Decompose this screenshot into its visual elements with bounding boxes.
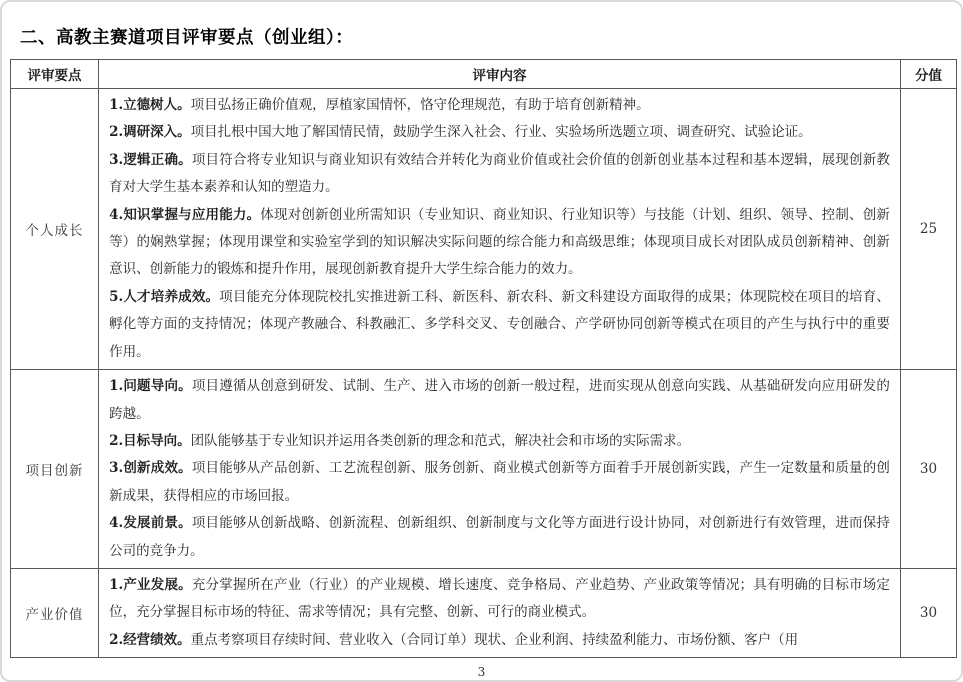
criteria-item-lead: 2.调研深入。 — [109, 124, 191, 141]
criteria-item-lead: 1.产业发展。 — [109, 577, 192, 594]
review-criteria-table — [10, 59, 957, 658]
criteria-item-lead: 4.发展前景。 — [109, 515, 192, 532]
table-header-row — [11, 60, 957, 89]
criteria-item-lead: 4.知识掌握与应用能力。 — [109, 206, 261, 223]
header-score: 分值 — [900, 60, 956, 89]
criteria-item-text: 重点考察项目存续时间、营业收入（合同订单）现状、企业利润、持续盈利能力、市场份额、客户（用 — [190, 631, 799, 648]
criteria-item — [109, 119, 890, 146]
criteria-item — [109, 455, 890, 510]
criteria-item-lead: 5.人才培养成效。 — [109, 288, 220, 305]
criteria-item — [109, 627, 890, 654]
criteria-item-lead: 2.经营绩效。 — [109, 631, 191, 648]
header-criteria: 评审要点 — [11, 60, 99, 89]
criteria-item-text: 项目扎根中国大地了解国情民情，鼓励学生深入社会、行业、实验场所选题立项、调查研究、试验论证。 — [190, 124, 812, 141]
criteria-item-lead: 2.目标导向。 — [109, 432, 191, 449]
criteria-content-cell — [99, 89, 901, 370]
page-number: 3 — [477, 665, 486, 680]
category-label: 项目创新 — [11, 370, 99, 569]
criteria-item-lead: 3.逻辑正确。 — [109, 151, 192, 168]
criteria-item-text: 项目遵循从创意到研发、试制、生产、进入市场的创新一般过程，进而实现从创意向实践、从基础研发向应用研发的跨越。 — [109, 378, 890, 422]
criteria-item-text: 团队能够基于专业知识并运用各类创新的理念和范式，解决社会和市场的实际需求。 — [190, 432, 691, 449]
criteria-item — [109, 147, 890, 202]
score-value: 30 — [900, 370, 956, 569]
criteria-item-text: 项目弘扬正确价值观，厚植家国情怀，恪守伦理规范，有助于培育创新精神。 — [190, 97, 650, 113]
criteria-content-cell — [99, 370, 901, 569]
score-value: 30 — [900, 569, 956, 658]
criteria-item-text: 充分掌握所在产业（行业）的产业规模、增长速度、竞争格局、产业趋势、产业政策等情况；具有明确的目标市场定位，充分掌握目标市场的特征、需求等情况；具有完整、创新、可行的商业模式。 — [109, 577, 890, 621]
header-content: 评审内容 — [99, 60, 901, 89]
criteria-item-text: 项目能充分体现院校扎实推进新工科、新医科、新农科、新文科建设方面取得的成果；体现院校在项目的培育、孵化等方面的支持情况；体现产教融合、科教融汇、多学科交叉、专创融合、产学研协同创新等模式在项目的产生与执行中的重要作用。 — [109, 288, 890, 360]
criteria-item-text: 项目能够从创新战略、创新流程、创新组织、创新制度与文化等方面进行设计协同，对创新进行有效管理，进而保持公司的竞争力。 — [109, 515, 890, 559]
criteria-item — [109, 92, 890, 119]
criteria-item — [109, 428, 890, 455]
criteria-content-cell — [99, 569, 901, 658]
criteria-item-lead: 1.问题导向。 — [109, 378, 192, 395]
criteria-item-text: 体现对创新创业所需知识（专业知识、商业知识、行业知识等）与技能（计划、组织、领导、控制、创新等）的娴熟掌握；体现用课堂和实验室学到的知识解决实际问题的综合能力和高级思维；体现项目成长对团队成员创新精神、创新意识、创新能力的锻炼和提升作用，展现创新教育提升大学生综合能力的效力。 — [109, 206, 890, 278]
criteria-item-lead: 1.立德树人。 — [109, 97, 191, 113]
criteria-item — [109, 572, 890, 627]
criteria-item-text: 项目能够从产品创新、工艺流程创新、服务创新、商业模式创新等方面着手开展创新实践，产生一定数量和质量的创新成果，获得相应的市场回报。 — [109, 460, 890, 504]
table-row-industry-value — [11, 569, 957, 658]
criteria-item — [109, 284, 890, 366]
category-label: 产业价值 — [11, 569, 99, 658]
category-label: 个人成长 — [11, 89, 99, 370]
page-title: 二、高教主赛道项目评审要点（创业组）： — [20, 27, 354, 47]
criteria-item — [109, 373, 890, 428]
table-row-project-innovation — [11, 370, 957, 569]
table-row-personal-growth — [11, 89, 957, 370]
criteria-item — [109, 202, 890, 284]
score-value: 25 — [900, 89, 956, 370]
criteria-item-text: 项目符合将专业知识与商业知识有效结合并转化为商业价值或社会价值的创新创业基本过程和基本逻辑，展现创新教育对大学生基本素养和认知的塑造力。 — [109, 151, 890, 196]
criteria-item — [109, 510, 890, 565]
criteria-item-lead: 3.创新成效。 — [109, 460, 192, 477]
